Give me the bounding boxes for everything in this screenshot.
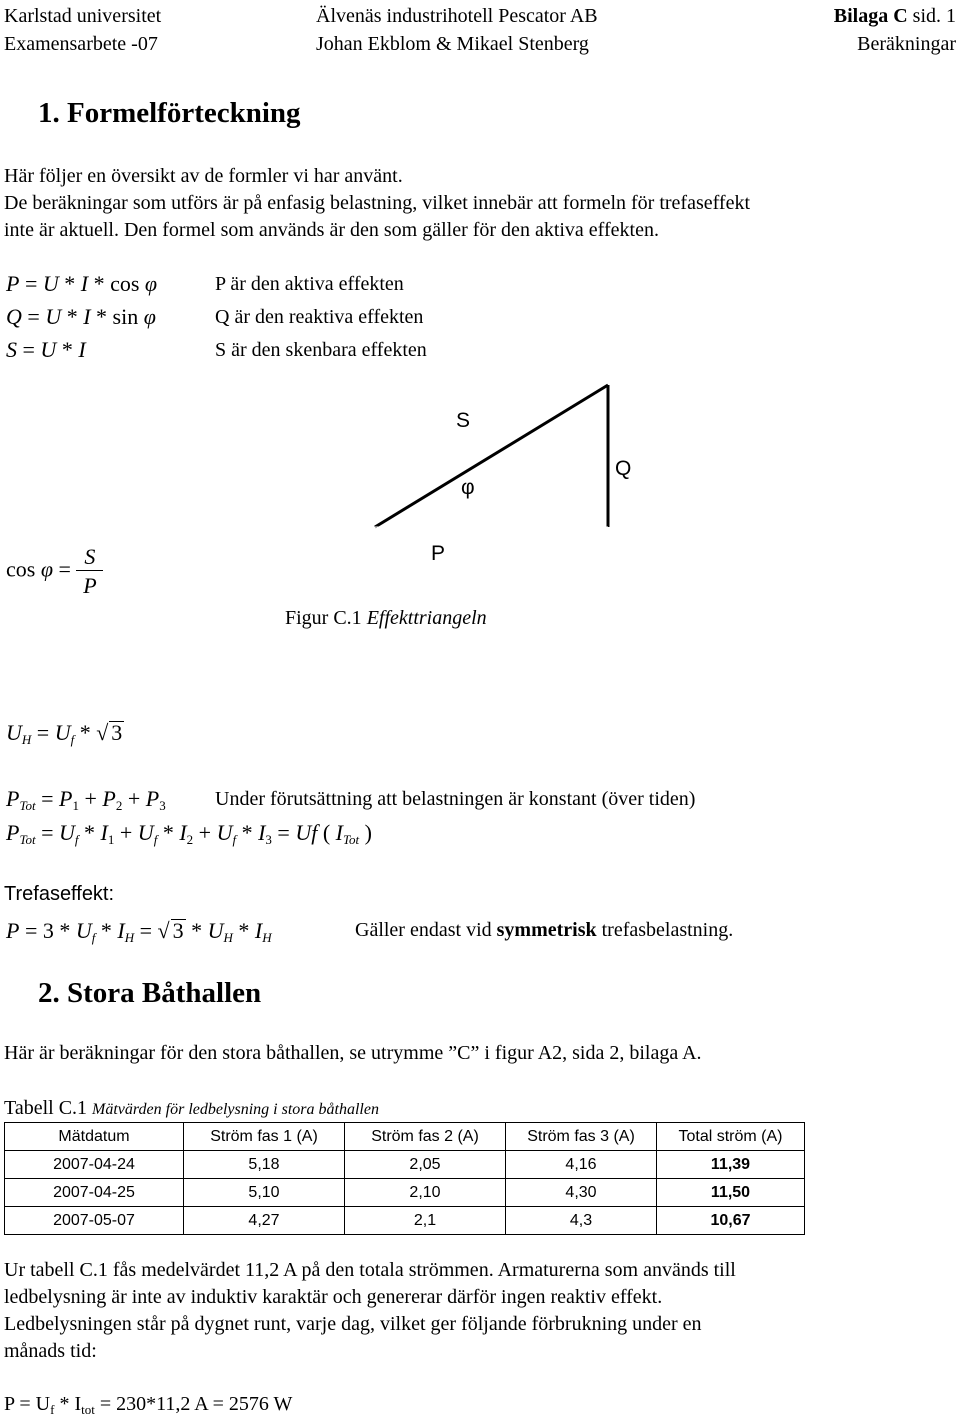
table-caption-title: Mätvärden för ledbelysning i stora båthallen [92, 1101, 379, 1118]
header-institution: Karlstad universitet [4, 5, 162, 27]
formula-active-power: P = U * I * cos φ [6, 271, 158, 296]
header-page: sid. 1 [907, 5, 956, 27]
header-company: Älvenäs industrihotell Pescator AB [316, 5, 598, 27]
conclusion-line: Ur tabell C.1 fås medelvärdet 11,2 A på den totala strömmen. Armaturerna som används till [4, 1259, 736, 1281]
final-formula-sub-tot: tot [81, 1402, 95, 1417]
formula-line-voltage: $U_H = U_f$ * √ 3 [6, 720, 123, 747]
desc-active-power: P är den aktiva effekten [215, 273, 404, 295]
triangle-label-p: P [431, 542, 446, 565]
formula-reactive-power: Q = U * I * sin φ [6, 304, 156, 329]
paragraph-line: inte är aktuell. Den formel som används är den som gäller för den aktiva effekten. [4, 219, 659, 241]
table-header-row [5, 1123, 805, 1151]
column-header: Ström fas 2 (A) [345, 1123, 506, 1151]
desc-reactive-power: Q är den reaktiva effekten [215, 306, 424, 328]
formula-apparent-power: S = U * I [6, 337, 86, 362]
final-formula-lhs: P = U [4, 1393, 51, 1415]
final-formula-mid: * I [54, 1393, 82, 1415]
table-cell: 2007-04-25 [5, 1179, 184, 1207]
figure-caption [285, 608, 487, 628]
final-formula-sub-f: f [50, 1402, 55, 1417]
header-authors: Johan Ekblom & Mikael Stenberg [316, 33, 589, 55]
paragraph-line: Här följer en översikt av de formler vi har använt. [4, 165, 403, 187]
column-header: Total ström (A) [657, 1123, 805, 1151]
column-header: Ström fas 1 (A) [184, 1123, 345, 1151]
table-cell-total: 10,67 [657, 1207, 805, 1235]
final-formula-rhs: = 230*11,2 A = 2576 W [94, 1393, 293, 1415]
symmetric-note-pre: Gäller endast vid [355, 919, 497, 941]
three-phase-label: Trefaseffekt: [4, 883, 115, 905]
table-cell: 4,30 [506, 1179, 657, 1207]
table-cell-total: 11,50 [657, 1179, 805, 1207]
formula-cos-phi: cos φ = $\frac{S}{P}$ [6, 546, 103, 597]
table-caption-prefix: Tabell C.1 [4, 1097, 93, 1119]
table-row [5, 1151, 805, 1179]
paragraph-line: De beräkningar som utförs är på enfasig belastning, vilket innebär att formeln för trefaseffekt [4, 192, 751, 214]
triangle-label-phi: φ [461, 476, 475, 499]
table-cell: 4,16 [506, 1151, 657, 1179]
symmetric-note-post: trefasbelastning. [596, 919, 734, 941]
conclusion-line: Ledbelysningen står på dygnet runt, varje dag, vilket ger följande förbrukning under en [4, 1313, 702, 1335]
conclusion-line: ledbelysning är inte av induktiv karaktär och genererar därför ingen reaktiv effekt. [4, 1286, 663, 1308]
formula-total-power-sum: $P_{Tot} = P_1 + P_2 + P_3$ [6, 786, 166, 813]
table-cell: 5,10 [184, 1179, 345, 1207]
triangle-label-s: S [456, 409, 471, 432]
section1-paragraph [4, 163, 750, 244]
table-cell: 2007-05-07 [5, 1207, 184, 1235]
section2-conclusion [4, 1257, 736, 1365]
table-cell: 4,27 [184, 1207, 345, 1235]
symmetric-note [355, 920, 733, 940]
figure-caption-prefix: Figur C.1 [285, 607, 367, 629]
symmetric-note-bold: symmetrisk [496, 919, 597, 941]
table-cell: 2,10 [345, 1179, 506, 1207]
table-cell-total: 11,39 [657, 1151, 805, 1179]
final-power-formula [4, 1393, 293, 1417]
table-cell: 2,1 [345, 1207, 506, 1235]
column-header: Ström fas 3 (A) [506, 1123, 657, 1151]
hypotenuse-s-line [375, 385, 608, 527]
sum-note: Under förutsättning att belastningen är konstant (över tiden) [215, 788, 696, 810]
table-caption [4, 1098, 379, 1118]
header-section: Beräkningar [857, 33, 956, 55]
table-cell: 2007-04-24 [5, 1151, 184, 1179]
measurement-table [4, 1122, 805, 1235]
column-header: Mätdatum [5, 1123, 184, 1151]
formula-three-phase-power: $P = 3 * U_f * I_H$ = √ $3 * U_H * I_H$ [6, 918, 272, 945]
table-row [5, 1207, 805, 1235]
header-thesis: Examensarbete -07 [4, 33, 158, 55]
header-appendix-label: Bilaga C [833, 5, 908, 27]
conclusion-line: månads tid: [4, 1340, 97, 1362]
formula-total-power-phase: $P_{Tot} = U_f * I_1 + U_f * I_2 + U_f * I_3 = Uf$ ( $I_{Tot}$ ) [6, 820, 372, 847]
header-appendix [834, 6, 956, 26]
section1-title: 1. Formelförteckning [38, 97, 301, 129]
table-cell: 2,05 [345, 1151, 506, 1179]
section2-title: 2. Stora Båthallen [38, 977, 262, 1009]
figure-caption-title: Effekttriangeln [366, 607, 487, 629]
table-cell: 5,18 [184, 1151, 345, 1179]
table-cell: 4,3 [506, 1207, 657, 1235]
section2-intro: Här är beräkningar för den stora båthallen, se utrymme ”C” i figur A2, sida 2, bilaga A. [4, 1042, 702, 1064]
table-row [5, 1179, 805, 1207]
triangle-label-q: Q [615, 457, 632, 480]
desc-apparent-power: S är den skenbara effekten [215, 339, 427, 361]
